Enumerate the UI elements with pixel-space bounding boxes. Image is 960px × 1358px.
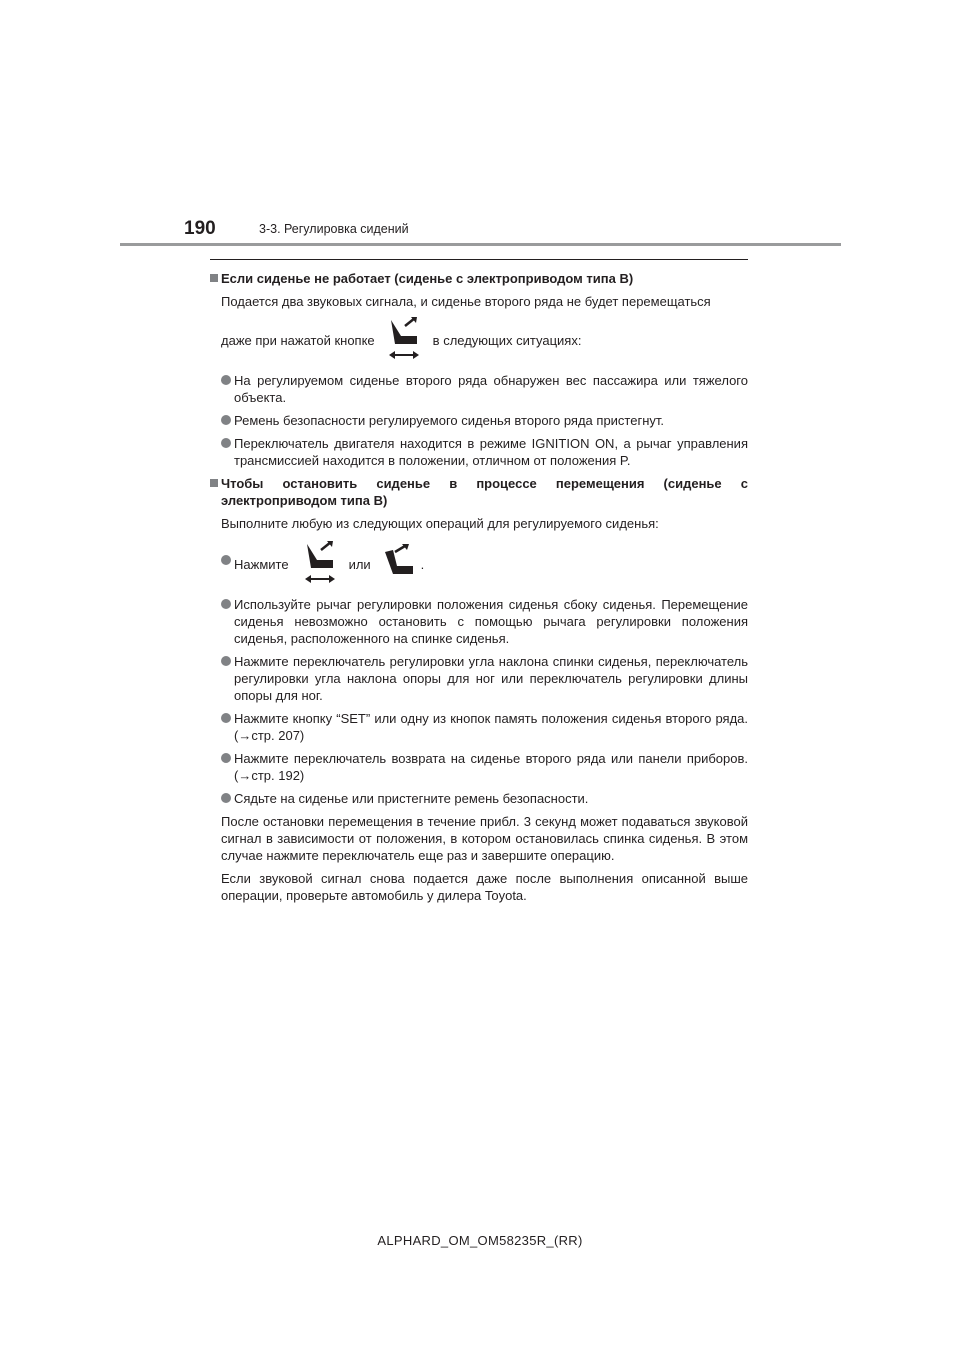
heading-text: Чтобы остановить сиденье в процессе перемещения (сиденье с электроприводом типа B): [221, 476, 748, 508]
bullet-icon: [221, 555, 231, 565]
bullet-text: Ремень безопасности регулируемого сиденья второго ряда пристегнут.: [234, 413, 665, 428]
press-label: Нажмите: [234, 556, 289, 572]
intro-line-2-after: в следующих ситуациях:: [432, 332, 582, 348]
list-item: [221, 750, 748, 784]
intro-line-1: Подается два звуковых сигнала, и сиденье второго ряда не будет перемещаться: [221, 294, 711, 309]
list-item: [221, 653, 748, 704]
list-item: [221, 372, 748, 406]
bullet-icon: [221, 793, 231, 803]
bullet-text: Используйте рычаг регулировки положения сиденья сбоку сиденья. Перемещение сиденья невозможно остановить с помощью рычага регулировки положения сиденья, расположенного на спинке сиденья.: [234, 597, 748, 646]
list-item-press: [221, 538, 748, 590]
bullet-icon: [221, 375, 231, 385]
page-content: [210, 259, 748, 910]
paragraph-intro: [221, 293, 748, 310]
header-rule: [120, 243, 841, 246]
bullet-text: Нажмите переключатель регулировки угла наклона спинки сиденья, переключатель регулировки угла наклона опоры для ног или переключатель регулировки длины опоры для ног.: [234, 654, 748, 703]
section-heading-not-working: [210, 270, 748, 287]
section-title: 3-3. Регулировка сидений: [259, 222, 409, 236]
seat-recline-icon: [381, 542, 415, 586]
bullet-text: Сядьте на сиденье или пристегните ремень безопасности.: [234, 791, 589, 806]
heading-text: Если сиденье не работает (сиденье с электроприводом типа B): [221, 271, 634, 286]
press-end: .: [420, 556, 425, 572]
list-item: [221, 710, 748, 744]
bullet-icon: [221, 656, 231, 666]
paragraph-note-dealer: Если звуковой сигнал снова подается даже после выполнения описанной выше операции, проверьте автомобиль у дилера Toyota.: [221, 871, 748, 903]
list-item: [221, 790, 748, 807]
bullet-text: На регулируемом сиденье второго ряда обнаружен вес пассажира или тяжелого объекта.: [234, 373, 748, 405]
bullet-icon: [221, 438, 231, 448]
top-rule: [210, 259, 748, 260]
paragraph-operations: Выполните любую из следующих операций для регулируемого сиденья:: [221, 516, 659, 531]
bullet-icon: [221, 599, 231, 609]
section-heading-stop-seat: [210, 475, 748, 509]
list-item: [221, 435, 748, 469]
paragraph-intro-continued: [221, 314, 748, 366]
bullet-text: Переключатель двигателя находится в режиме IGNITION ON, а рычаг управления трансмиссией находится в положении, отличном от положения P.: [234, 436, 748, 468]
list-item: [221, 412, 748, 429]
seat-slide-icon: [303, 538, 337, 590]
page-number: 190: [184, 218, 216, 239]
bullet-icon: [221, 753, 231, 763]
square-marker-icon: [210, 479, 218, 487]
square-marker-icon: [210, 274, 218, 282]
paragraph-note-beep: После остановки перемещения в течение прибл. 3 секунд может подаваться звуковой сигнал в зависимости от положения, в котором остановилась спинка сиденья. В этом случае нажмите переключатель еще раз и завершите операцию.: [221, 814, 748, 863]
bullet-icon: [221, 713, 231, 723]
seat-slide-icon: [387, 314, 421, 366]
footer-doc-code: ALPHARD_OM_OM58235R_(RR): [377, 1233, 583, 1248]
intro-line-2-before: даже при нажатой кнопке: [221, 332, 375, 348]
list-item: [221, 596, 748, 647]
bullet-icon: [221, 415, 231, 425]
or-label: или: [348, 556, 371, 572]
bullet-text: Нажмите переключатель возврата на сиденье второго ряда или панели приборов. (→стр. 192): [234, 751, 748, 783]
bullet-text: Нажмите кнопку “SET” или одну из кнопок память положения сиденья второго ряда. (→стр. 207): [234, 711, 748, 743]
